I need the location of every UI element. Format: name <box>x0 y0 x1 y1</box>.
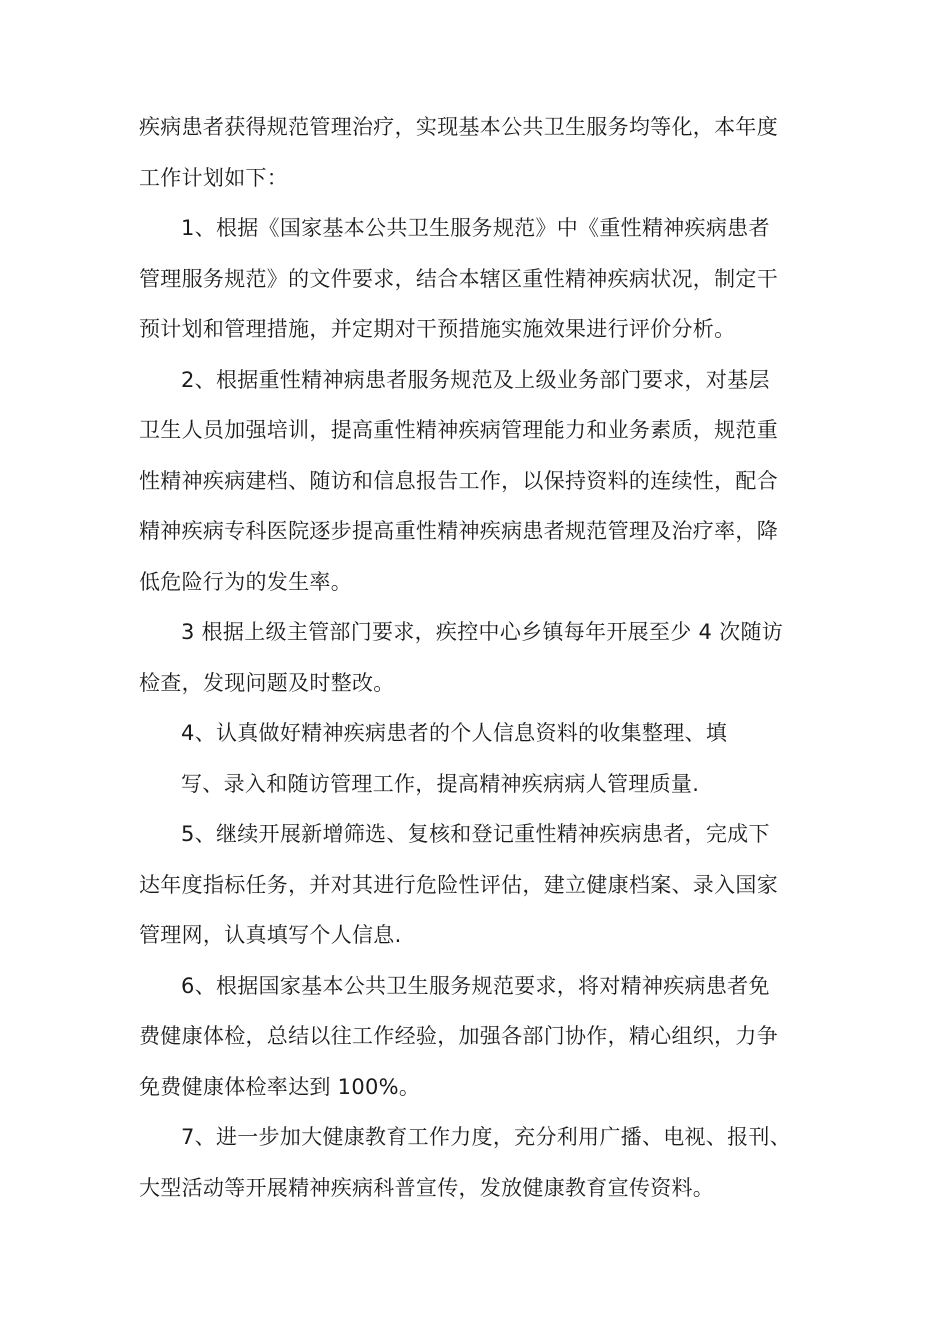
text-line: 低危险行为的发生率。 <box>139 569 352 594</box>
text-line: 4、认真做好精神疾病患者的个人信息资料的收集整理、填 <box>181 721 728 745</box>
paragraph-item-6 <box>139 961 811 1113</box>
text-line: 5、继续开展新增筛选、复核和登记重性精神疾病患者，完成下 <box>181 822 770 846</box>
text-line: 管理网，认真填写个人信息. <box>139 923 402 947</box>
text-line: 免费健康体检率达到 100%。 <box>139 1074 421 1099</box>
paragraph-item-1 <box>139 203 811 355</box>
text-line: 精神疾病专科医院逐步提高重性精神疾病患者规范管理及治疗率，降 <box>139 519 778 543</box>
text-line: 6、根据国家基本公共卫生服务规范要求，将对精神疾病患者免 <box>181 973 770 998</box>
text-line: 性精神疾病建档、随访和信息报告工作，以保持资料的连续性，配合 <box>139 468 778 493</box>
text-line: 疾病患者获得规范管理治疗，实现基本公共卫生服务均等化，本年度 <box>139 115 778 139</box>
text-line: 卫生人员加强培训，提高重性精神疾病管理能力和业务素质，规范重 <box>139 418 778 442</box>
text-line: 达年度指标任务，并对其进行危险性评估，建立健康档案、录入国家 <box>139 872 778 897</box>
text-line: 检查，发现问题及时整改。 <box>139 670 395 695</box>
text-line: 工作计划如下： <box>139 165 289 190</box>
text-line: 大型活动等开展精神疾病科普宣传，发放健康教育宣传资料。 <box>139 1175 715 1200</box>
paragraph-item-2 <box>139 355 811 608</box>
text-line: 3 根据上级主管部门要求，疾控中心乡镇每年开展至少 4 次随访 <box>181 620 784 644</box>
paragraph-intro <box>139 102 811 203</box>
text-line: 管理服务规范》的文件要求，结合本辖区重性精神疾病状况，制定干 <box>139 266 778 291</box>
document-body <box>139 102 811 1213</box>
text-line: 7、进一步加大健康教育工作力度，充分利用广播、电视、报刊、 <box>181 1125 792 1149</box>
paragraph-item-4 <box>139 708 811 809</box>
paragraph-item-3 <box>139 607 811 708</box>
paragraph-item-5 <box>139 809 811 961</box>
text-line: 费健康体检，总结以往工作经验，加强各部门协作，精心组织，力争 <box>139 1024 778 1048</box>
text-line: 1、根据《国家基本公共卫生服务规范》中《重性精神疾病患者 <box>181 216 770 240</box>
text-line: 预计划和管理措施，并定期对干预措施实施效果进行评价分析。 <box>139 317 736 341</box>
text-line: 2、根据重性精神病患者服务规范及上级业务部门要求，对基层 <box>181 367 770 392</box>
paragraph-item-7 <box>139 1112 811 1213</box>
text-line: 写、录入和随访管理工作，提高精神疾病病人管理质量. <box>181 771 700 796</box>
